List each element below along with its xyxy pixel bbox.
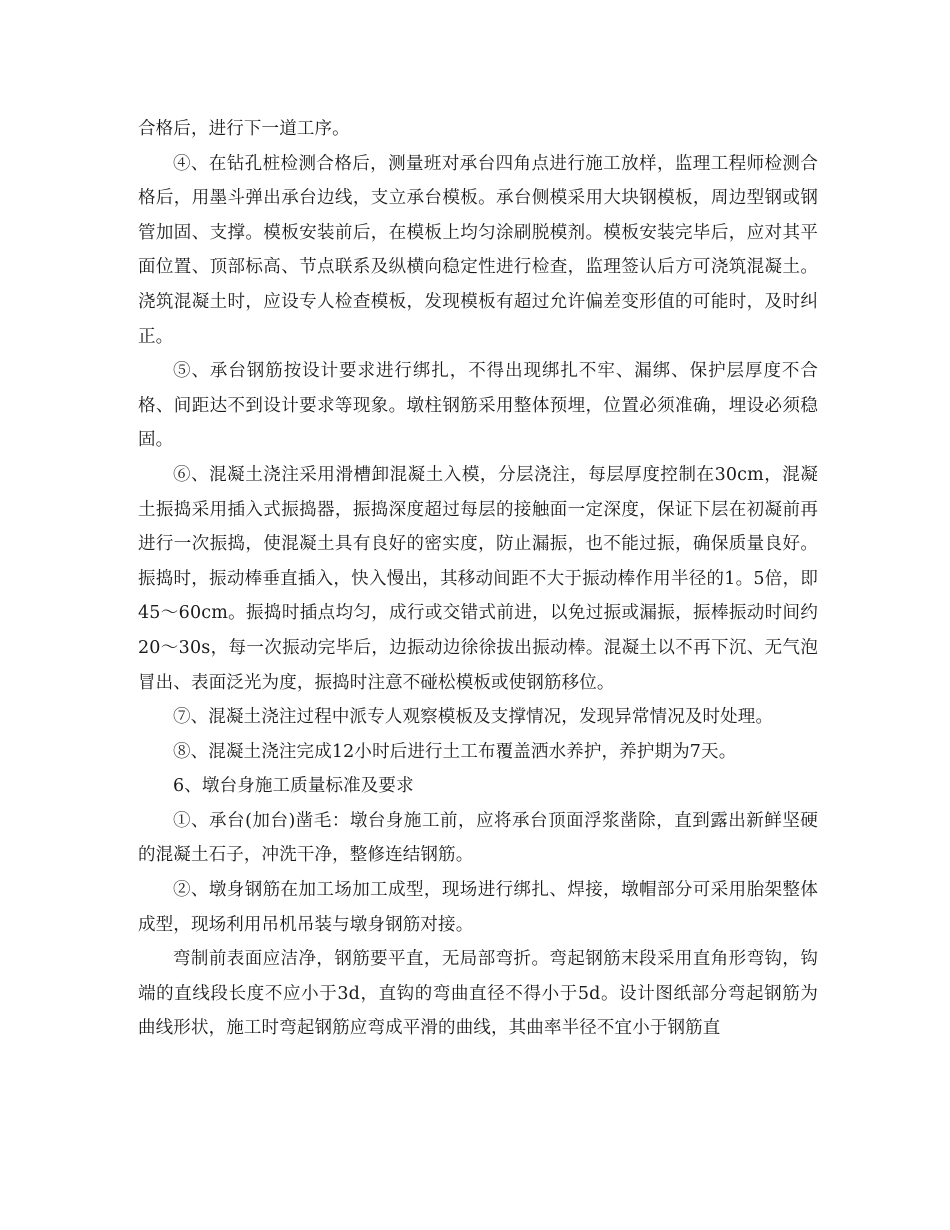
paragraph-continuation: 合格后，进行下一道工序。 [138,119,350,139]
paragraph-item-5: ⑤、承台钢筋按设计要求进行绑扎，不得出现绑扎不牢、漏绑、保护层厚度不合格、间距达不到设计要求等现象。墩柱钢筋采用整体预埋，位置必须准确，埋设必须稳固。 [138,361,818,451]
paragraph-item-2: ②、墩身钢筋在加工场加工成型，现场进行绑扎、焊接，墩帽部分可采用胎架整体成型，现场利用吊机吊装与墩身钢筋对接。 [138,880,818,935]
paragraph-item-4: ④、在钻孔桩检测合格后，测量班对承台四角点进行施工放样，监理工程师检测合格后，用墨斗弹出承台边线，支立承台模板。承台侧模采用大块钢模板，周边型钢或钢管加固、支撑。模板安装前后，在模板上均匀涂刷脱模剂。模板安装完毕后，应对其平面位置、顶部标高、节点联系及纵横向稳定性进行检查，监理签认后方可浇筑混凝土。浇筑混凝土时，应设专人检查模板，发现模板有超过允许偏差变形值的可能时，及时纠正。 [138,153,818,347]
paragraph-item-6: ⑥、混凝土浇注采用滑槽卸混凝土入模，分层浇注，每层厚度控制在30cm，混凝土振捣采用插入式振捣器，振捣深度超过每层的接触面一定深度，保证下层在初凝前再进行一次振捣，使混凝土具有良好的密实度，防止漏振，也不能过振，确保质量良好。振捣时，振动棒垂直插入，快入慢出，其移动间距不大于振动棒作用半径的1。5倍，即45～60cm。振捣时插点均匀，成行或交错式前进，以免过振或漏振，振棒振动时间约20～30s，每一次振动完毕后，边振动边徐徐拔出振动棒。混凝土以不再下沉、无气泡冒出、表面泛光为度，振捣时注意不碰松模板或使钢筋移位。 [138,464,818,693]
paragraph-item-1: ①、承台(加台)凿毛：墩台身施工前，应将承台顶面浮浆凿除，直到露出新鲜坚硬的混凝土石子，冲洗干净，整修连结钢筋。 [138,810,818,866]
paragraph-item-8: ⑧、混凝土浇注完成12小时后进行土工布覆盖洒水养护，养护期为7天。 [173,741,737,762]
document-body [138,112,818,1046]
section-heading-6: 6、墩台身施工质量标准及要求 [173,776,414,797]
paragraph-bending-requirements: 弯制前表面应洁净，钢筋要平直，无局部弯折。弯起钢筋末段采用直角形弯钩，钩端的直线段长度不应小于3d，直钩的弯曲直径不得小于5d。设计图纸部分弯起钢筋为曲线形状，施工时弯起钢筋应弯成平滑的曲线，其曲率半径不宜小于钢筋直 [138,949,818,1039]
paragraph-item-7: ⑦、混凝土浇注过程中派专人观察模板及支撑情况，发现异常情况及时处理。 [173,707,774,728]
